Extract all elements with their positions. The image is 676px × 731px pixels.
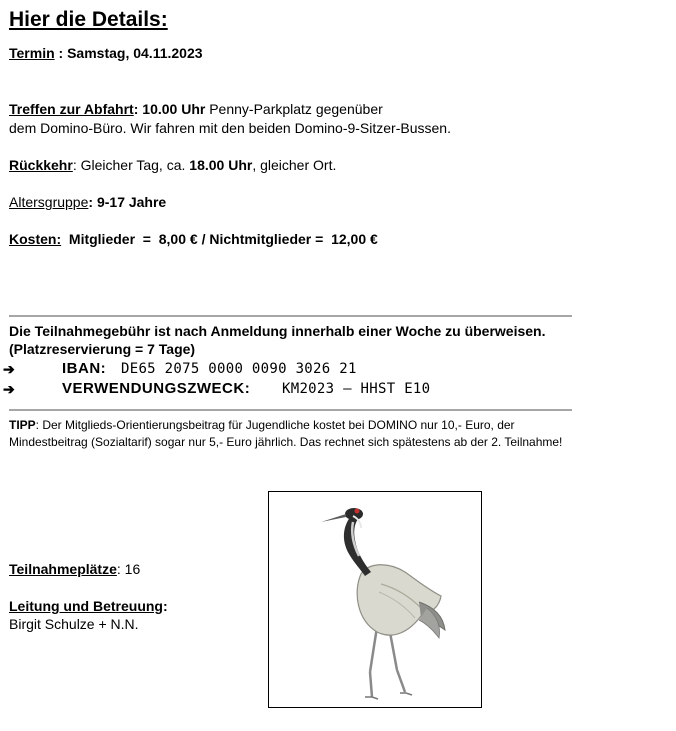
crane-image xyxy=(268,491,482,708)
altersgruppe-value: 9-17 Jahre xyxy=(96,194,167,210)
kosten-line xyxy=(9,230,378,248)
tipp-text xyxy=(9,417,569,451)
leitung-sep: : xyxy=(162,598,168,614)
kosten-label: Kosten: xyxy=(9,231,62,247)
treffen-sep: : xyxy=(133,101,143,117)
divider-bottom xyxy=(9,409,572,411)
page-title: Hier die Details: xyxy=(9,8,168,31)
leitung-value: Birgit Schulze + N.N. xyxy=(9,616,139,632)
altersgruppe-sep: : xyxy=(88,194,97,210)
crane-icon xyxy=(269,492,481,707)
kosten-value: Mitglieder = 8,00 € / Nichtmitglieder = 12,00 € xyxy=(68,231,378,247)
treffen-label: Treffen zur Abfahrt xyxy=(9,101,134,117)
tipp-label: TIPP xyxy=(9,418,36,432)
leitung-label: Leitung und Betreuung xyxy=(9,598,163,614)
tipp-body: : Der Mitglieds-Orientierungsbeitrag für Jugendliche kostet bei DOMINO nur 10,- Euro, der Mindestbeitrag (Sozialtarif) sogar nur 5,- Euro jährlich. Das rechnet sich spätestens ab der 2. Teilnahme! xyxy=(9,418,563,449)
termin-label: Termin xyxy=(9,45,55,61)
termin-value: Samstag, 04.11.2023 xyxy=(67,45,203,61)
rueckkehr-time: 18.00 Uhr xyxy=(189,157,253,173)
arrow-icon: ➔ xyxy=(3,361,15,377)
treffen-time: 10.00 Uhr xyxy=(142,101,206,117)
plaetze-label: Teilnahmeplätze xyxy=(9,561,117,577)
plaetze-line xyxy=(9,560,140,578)
treffen-line-1 xyxy=(9,100,383,118)
iban-value: DE65 2075 0000 0090 3026 21 xyxy=(121,361,357,377)
plaetze-sep: : xyxy=(116,561,125,577)
rueckkehr-post: , gleicher Ort. xyxy=(252,157,337,173)
rueckkehr-pre: Gleicher Tag, ca. xyxy=(80,157,190,173)
payment-notice: Die Teilnahmegebühr ist nach Anmeldung innerhalb einer Woche zu überweisen. (Platzreservierung = 7 Tage) xyxy=(9,323,546,357)
termin-line xyxy=(9,44,203,62)
iban-label: IBAN: xyxy=(62,360,107,377)
treffen-text-1: Penny-Parkplatz gegenüber xyxy=(205,101,383,117)
plaetze-value: 16 xyxy=(124,561,141,577)
altersgruppe-label: Altersgruppe xyxy=(9,194,89,210)
divider-top xyxy=(9,315,572,317)
zweck-value: KM2023 – HHST E10 xyxy=(282,381,431,397)
treffen-line-2: dem Domino-Büro. Wir fahren mit den beiden Domino-9-Sitzer-Bussen. xyxy=(9,120,451,136)
arrow-icon: ➔ xyxy=(3,381,15,397)
altersgruppe-line xyxy=(9,193,166,211)
leitung-line xyxy=(9,597,168,615)
termin-sep: : xyxy=(54,45,68,61)
rueckkehr-label: Rückkehr xyxy=(9,157,73,173)
zweck-label: VERWENDUNGSZWECK: xyxy=(62,380,251,397)
rueckkehr-sep: : xyxy=(72,157,81,173)
rueckkehr-line xyxy=(9,156,336,174)
